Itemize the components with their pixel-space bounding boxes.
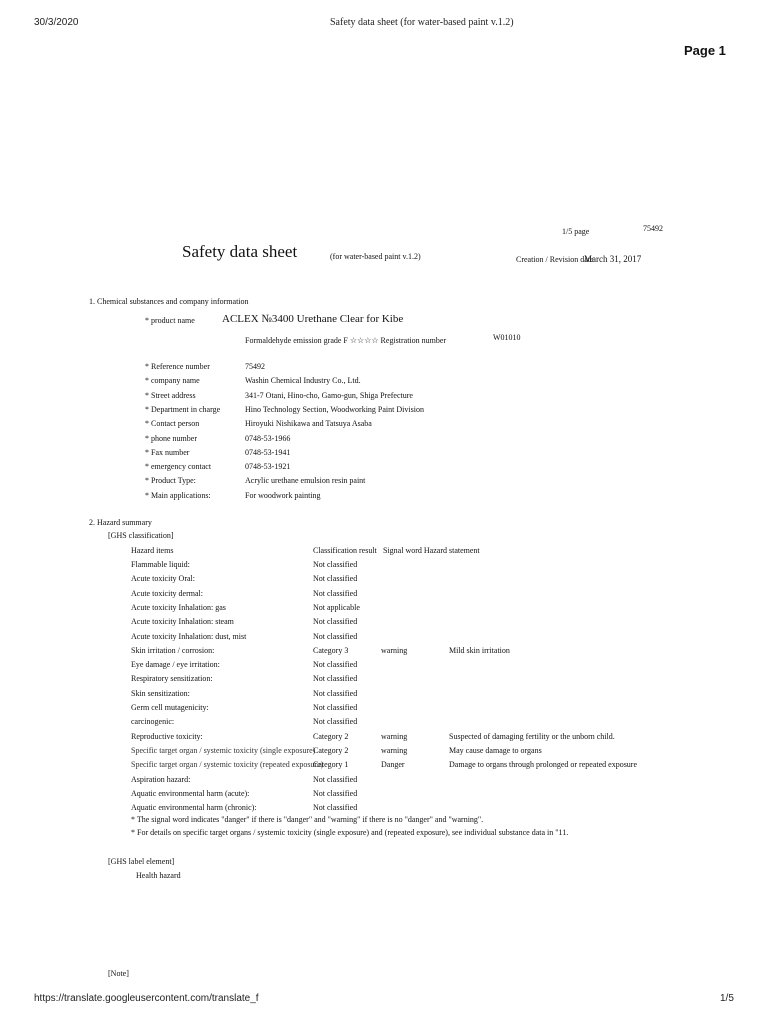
info-value: 0748-53-1966 [245, 433, 291, 443]
hazard-item: Specific target organ / systemic toxicity (repeated exposure) [131, 760, 324, 770]
revision-label: Creation / Revision date [516, 255, 594, 264]
classification-result: Category 1 [313, 760, 349, 770]
registration-number: W01010 [493, 333, 521, 342]
info-value: 75492 [245, 362, 265, 371]
classification-result: Not classified [313, 803, 358, 813]
info-value: 341-7 Otani, Hino-cho, Gamo-gun, Shiga Prefecture [245, 390, 413, 400]
info-label: * Product Type: [145, 476, 196, 486]
hazard-item: Reproductive toxicity: [131, 731, 203, 741]
hazard-statement: Suspected of damaging fertility or the unborn child. [449, 731, 615, 741]
product-label: * product name [145, 316, 195, 325]
hazard-item: Skin irritation / corrosion: [131, 645, 215, 655]
col-signal-hazard: Signal word Hazard statement [383, 546, 480, 555]
info-label: * Department in charge [145, 404, 221, 414]
classification-result: Not classified [313, 703, 358, 712]
hazard-statement: Mild skin irritation [449, 645, 510, 655]
section2-heading: 2. Hazard summary [89, 518, 152, 527]
signal-word: warning [381, 745, 408, 755]
hazard-item: Acute toxicity dermal: [131, 588, 203, 598]
hazard-item: Respiratory sensitization: [131, 674, 213, 684]
info-value: 0748-53-1941 [245, 447, 291, 457]
info-label: * company name [145, 376, 200, 386]
classification-result: Category 2 [313, 745, 349, 755]
info-label: * Contact person [145, 419, 200, 429]
classification-result: Not classified [313, 588, 358, 598]
product-name: ACLEX №3400 Urethane Clear for Kibe [222, 313, 404, 325]
classification-result: Not classified [313, 774, 358, 784]
print-url: https://translate.googleusercontent.com/translate_f [34, 993, 259, 1004]
hazard-item: Aspiration hazard: [131, 774, 191, 784]
classification-result: Category 2 [313, 731, 349, 741]
section1-heading: 1. Chemical substances and company information [89, 297, 249, 306]
info-label: * Reference number [145, 362, 210, 371]
print-date: 30/3/2020 [34, 17, 79, 28]
doc-number: 75492 [643, 224, 663, 233]
hazard-statement: May cause damage to organs [449, 745, 542, 755]
classification-result: Not classified [313, 660, 358, 670]
page-label: Page 1 [684, 43, 726, 58]
info-value: For woodwork painting [245, 490, 321, 500]
hazard-item: Acute toxicity Inhalation: dust, mist [131, 631, 247, 641]
classification-result: Not classified [313, 674, 358, 684]
signal-word-note: * The signal word indicates "danger" if there is "danger" and "warning" if there is no "danger" and "warning". [131, 815, 484, 824]
emission-grade: Formaldehyde emission grade F ☆☆☆☆ Registration number [245, 336, 447, 345]
col-hazard-items: Hazard items [131, 546, 174, 555]
classification-result: Not classified [313, 631, 358, 641]
hazard-item: carcinogenic: [131, 717, 175, 727]
hazard-statement: Damage to organs through prolonged or repeated exposure [449, 760, 638, 770]
document-subtitle: (for water-based paint v.1.2) [330, 252, 421, 261]
classification-result: Category 3 [313, 645, 349, 655]
info-value: Hino Technology Section, Woodworking Paint Division [245, 404, 424, 414]
hazard-item: Aquatic environmental harm (chronic): [131, 803, 257, 813]
hazard-item: Aquatic environmental harm (acute): [131, 788, 250, 798]
revision-date: March 31, 2017 [584, 254, 642, 264]
document-title: Safety data sheet [182, 242, 298, 261]
info-value: Acrylic urethane emulsion resin paint [245, 476, 366, 486]
info-label: * Main applications: [145, 490, 211, 500]
print-page-count: 1/5 [720, 993, 734, 1004]
hazard-item: Acute toxicity Inhalation: steam [131, 617, 234, 627]
classification-result: Not applicable [313, 602, 360, 612]
print-title: Safety data sheet (for water-based paint v.1.2) [330, 17, 514, 28]
signal-word: Danger [381, 760, 405, 770]
note-heading: [Note] [108, 969, 129, 978]
classification-result: Not classified [313, 688, 358, 698]
classification-result: Not classified [313, 560, 358, 569]
info-value: Hiroyuki Nishikawa and Tatsuya Asaba [245, 419, 372, 429]
signal-word: warning [381, 645, 408, 655]
ghs-classification-heading: [GHS classification] [108, 531, 174, 540]
info-label: * Fax number [145, 447, 190, 457]
hazard-item: Skin sensitization: [131, 688, 190, 698]
col-classification-result: Classification result [313, 546, 377, 555]
hazard-item: Acute toxicity Inhalation: gas [131, 602, 226, 612]
classification-result: Not classified [313, 574, 358, 584]
info-label: * Street address [145, 390, 196, 400]
health-hazard-label: Health hazard [136, 871, 181, 880]
ghs-label-heading: [GHS label element] [108, 857, 175, 866]
hazard-item: Specific target organ / systemic toxicity (single exposure) [131, 745, 316, 755]
signal-word: warning [381, 731, 408, 741]
info-label: * phone number [145, 433, 197, 443]
info-label: * emergency contact [145, 462, 212, 472]
hazard-item: Eye damage / eye irritation: [131, 660, 220, 670]
hazard-item: Acute toxicity Oral: [131, 574, 195, 584]
classification-result: Not classified [313, 617, 358, 627]
info-value: 0748-53-1921 [245, 462, 291, 472]
page-info: 1/5 page [562, 227, 590, 236]
target-organ-note: * For details on specific target organs / systemic toxicity (single exposure) and (repeated exposure), see individual substance data in "11. [131, 828, 569, 837]
hazard-item: Flammable liquid: [131, 560, 190, 569]
classification-result: Not classified [313, 717, 358, 727]
hazard-item: Germ cell mutagenicity: [131, 703, 209, 712]
info-value: Washin Chemical Industry Co., Ltd. [245, 376, 361, 386]
classification-result: Not classified [313, 788, 358, 798]
